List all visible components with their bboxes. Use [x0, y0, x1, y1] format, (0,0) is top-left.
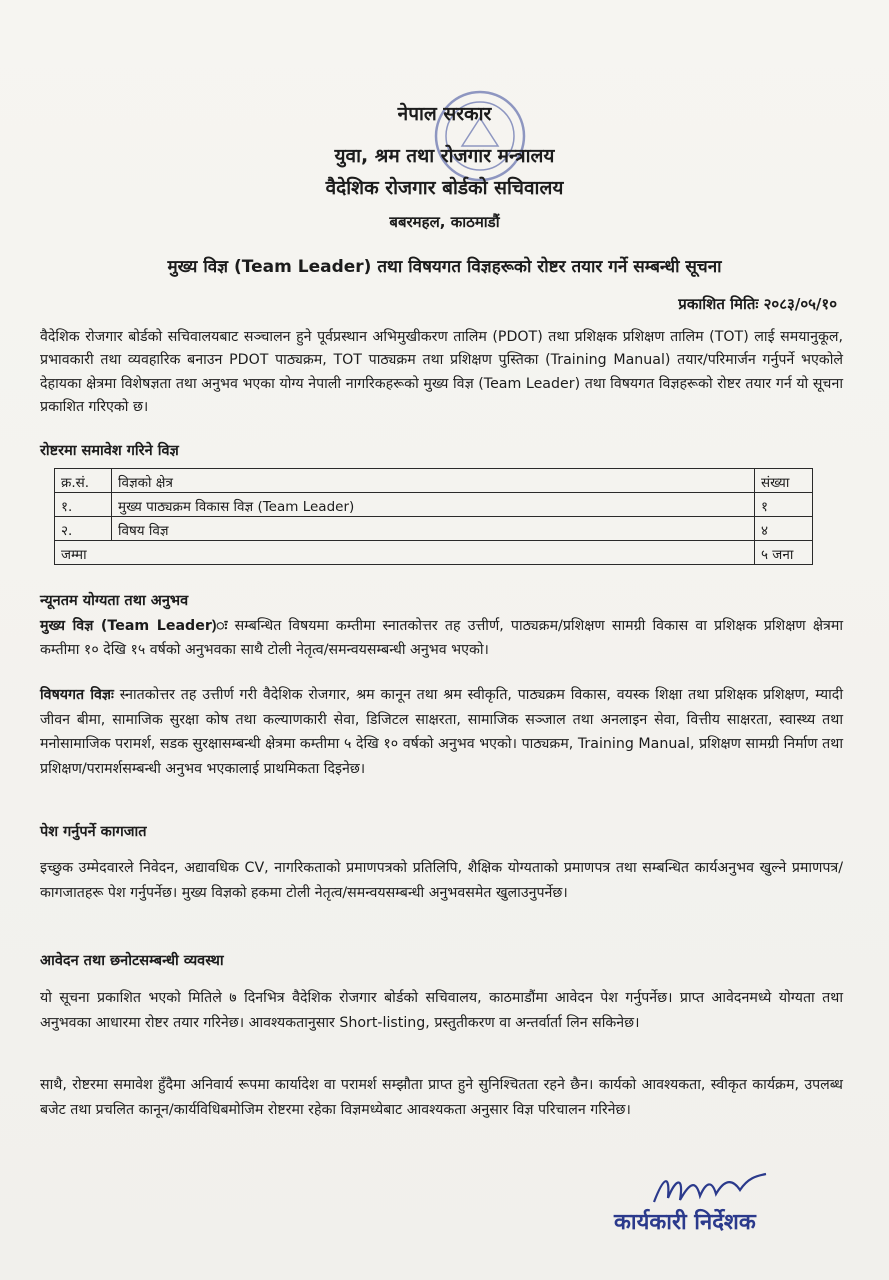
- roster-heading: रोष्टरमा समावेश गरिने विज्ञ: [40, 443, 179, 459]
- subject-label: विषयगत विज्ञः: [40, 687, 114, 703]
- cell-serial: २.: [55, 517, 112, 541]
- total-label: जम्मा: [55, 541, 755, 565]
- signature-icon: [650, 1168, 770, 1208]
- documents-heading: पेश गर्नुपर्ने कागजात: [40, 824, 147, 840]
- signatory-title: कार्यकारी निर्देशक: [614, 1210, 756, 1235]
- ministry-name: युवा, श्रम तथा रोजगार मन्त्रालय: [334, 145, 555, 167]
- leader-text: सम्बन्धित विषयमा कम्तीमा स्नातकोत्तर तह उत्तीर्ण, पाठ्यक्रम/प्रशिक्षण सामग्री विकास वा प्रशिक्षक प्रशिक्षण क्षेत्रमा कम्तीमा १० देखि १५ वर्षको अनुभवका साथै टोली नेतृत्व/समन्वयसम्बन्धी अनुभव भएको।: [40, 618, 843, 658]
- table-header-row: [55, 469, 813, 493]
- leader-qualification: [40, 614, 843, 662]
- table-total-row: [55, 541, 813, 565]
- subject-qualification: [40, 683, 843, 781]
- header-serial: क्र.सं.: [55, 469, 112, 493]
- total-value: ५ जना: [755, 541, 813, 565]
- cell-serial: १.: [55, 493, 112, 517]
- cell-count: १: [755, 493, 813, 517]
- table-row: [55, 493, 813, 517]
- leader-label: मुख्य विज्ञ (Team Leader)ः: [40, 618, 228, 634]
- documents-paragraph: इच्छुक उम्मेदवारले निवेदन, अद्यावधिक CV, नागरिकताको प्रमाणपत्रको प्रतिलिपि, शैक्षिक योग्यताको प्रमाणपत्र तथा सम्बन्धित कार्यअनुभव खुल्ने प्रमाणपत्र/कागजातहरू पेश गर्नुपर्नेछ। मुख्य विज्ञको हकमा टोली नेतृत्व/समन्वयसम्बन्धी अनुभवसमेत खुलाउनुपर्नेछ।: [40, 860, 843, 901]
- application-heading: आवेदन तथा छनोटसम्बन्धी व्यवस्था: [40, 953, 224, 969]
- office-location: बबरमहल, काठमाडौं: [389, 213, 500, 231]
- cell-count: ४: [755, 517, 813, 541]
- header-count: संख्या: [755, 469, 813, 493]
- government-name: नेपाल सरकार: [397, 103, 492, 125]
- published-date: प्रकाशित मितिः २०८३/०५/१०: [678, 295, 837, 313]
- selection-paragraph: साथै, रोष्टरमा समावेश हुँदैमा अनिवार्य रूपमा कार्यादेश वा परामर्श सम्झौता प्राप्त हुने सुनिश्चितता रहने छैन। कार्यको आवश्यकता, स्वीकृत कार्यक्रम, उपलब्ध बजेट तथा प्रचलित कानून/कार्यविधिबमोजिम रोष्टरमा रहेका विज्ञमध्येबाट आवश्यकता अनुसार विज्ञ परिचालन गरिनेछ।: [40, 1077, 843, 1118]
- application-paragraph: यो सूचना प्रकाशित भएको मितिले ७ दिनभित्र वैदेशिक रोजगार बोर्डको सचिवालय, काठमाडौंमा आवेदन पेश गर्नुपर्नेछ। प्राप्त आवेदनमध्ये योग्यता तथा अनुभवका आधारमा रोष्टर तयार गरिनेछ। आवश्यकतानुसार Short-listing, प्रस्तुतीकरण वा अन्तर्वार्ता लिन सकिनेछ।: [40, 990, 843, 1031]
- cell-area: मुख्य पाठ्यक्रम विकास विज्ञ (Team Leader): [112, 493, 755, 517]
- subject-text: स्नातकोत्तर तह उत्तीर्ण गरी वैदेशिक रोजगार, श्रम कानून तथा श्रम स्वीकृति, पाठ्यक्रम विकास, वयस्क शिक्षा तथा प्रशिक्षक प्रशिक्षण, म्यादी जीवन बीमा, सामाजिक सुरक्षा कोष तथा कल्याणकारी सेवा, डिजिटल साक्षरता, सामाजिक सञ्जाल तथा अनलाइन सेवा, वित्तीय साक्षरता, स्वास्थ्य तथा मनोसामाजिक परामर्श, सडक सुरक्षासम्बन्धी क्षेत्रमा कम्तीमा ५ देखि १० वर्षको अनुभव भएको। पाठ्यक्रम, Training Manual, प्रशिक्षण सामग्री निर्माण तथा प्रशिक्षण/परामर्शसम्बन्धी अनुभव भएकालाई प्राथमिकता दिइनेछ।: [40, 687, 843, 777]
- notice-title: मुख्य विज्ञ (Team Leader) तथा विषयगत विज्ञहरूको रोष्टर तयार गर्ने सम्बन्धी सूचना: [167, 257, 722, 277]
- secretariat-name: वैदेशिक रोजगार बोर्डको सचिवालय: [325, 177, 564, 199]
- qualification-heading: न्यूनतम योग्यता तथा अनुभव: [40, 593, 189, 609]
- header-area: विज्ञको क्षेत्र: [112, 469, 755, 493]
- cell-area: विषय विज्ञ: [112, 517, 755, 541]
- table-row: [55, 517, 813, 541]
- intro-paragraph: वैदेशिक रोजगार बोर्डको सचिवालयबाट सञ्चालन हुने पूर्वप्रस्थान अभिमुखीकरण तालिम (PDOT) तथा प्रशिक्षक प्रशिक्षण तालिम (TOT) लाई समयानुकूल, प्रभावकारी तथा व्यवहारिक बनाउन PDOT पाठ्यक्रम, TOT पाठ्यक्रम तथा प्रशिक्षण पुस्तिका (Training Manual) तयार/परिमार्जन गर्नुपर्ने भएकोले देहायका क्षेत्रमा विशेषज्ञता तथा अनुभव भएका योग्य नेपाली नागरिकहरूको मुख्य विज्ञ (Team Leader) तथा विषयगत विज्ञहरूको रोष्टर तयार गर्न यो सूचना प्रकाशित गरिएको छ।: [40, 329, 843, 416]
- roster-table: [54, 468, 813, 565]
